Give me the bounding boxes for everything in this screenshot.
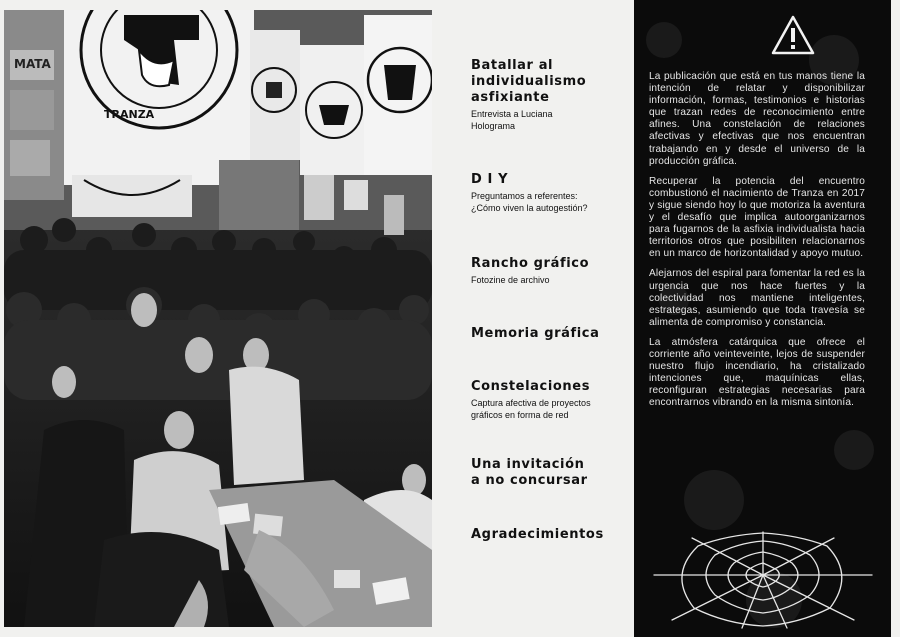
poster-text: MATA <box>14 57 51 71</box>
toc-entry-individualismo[interactable] <box>471 58 631 132</box>
crowd-illustration <box>4 10 432 627</box>
toc-entry-title: Agradecimientos <box>471 527 604 542</box>
toc-entry-constelaciones[interactable] <box>471 379 631 421</box>
toc-entry-subtitle: Entrevista a Luciana Holograma <box>471 109 553 131</box>
banner-text: TRANZA <box>104 108 155 121</box>
toc-entry-subtitle: Fotozine de archivo <box>471 275 550 285</box>
toc-entry-title: Batallar al individualismo asfixiante <box>471 58 587 105</box>
intro-paragraph: La publicación que está en tus manos tiene la intención de relatar y disponibilizar información, formas, testimonios e historias que trazan redes de reconocimiento entre afines. Una constelación de relaciones afectivas y efectivas que nos encuentran trabajando en y desde el universo de la producción gráfica. <box>649 71 865 167</box>
toc-entry-invitacion[interactable] <box>471 457 631 489</box>
toc-entry-title: Rancho gráfico <box>471 256 590 271</box>
toc-entry-rancho-grafico[interactable] <box>471 256 631 286</box>
toc-entry-subtitle: Captura afectiva de proyectos gráficos en forma de red <box>471 398 591 420</box>
toc-entry-memoria-grafica[interactable] <box>471 326 631 342</box>
toc-entry-subtitle: Preguntamos a referentes: ¿Cómo viven la autogestión? <box>471 191 588 213</box>
spiderweb-icon <box>652 530 874 630</box>
toc-entry-title: Una invitación a no concursar <box>471 457 588 488</box>
toc-entry-title: Constelaciones <box>471 379 591 394</box>
warning-icon <box>770 14 816 56</box>
intro-text <box>649 71 865 417</box>
event-photo <box>4 10 432 627</box>
toc-entry-agradecimientos[interactable] <box>471 527 631 543</box>
intro-paragraph: Recuperar la potencia del encuentro combustionó el nacimiento de Tranza en 2017 y sigue siendo hoy lo que motoriza la aventura y el desafío que implica autoorganizarnos para fugarnos de la asfixia individualista hacia territorios otros que posibiliten relacionarnos en un marco de horizontalidad y apoyo mutuo. <box>649 175 865 260</box>
toc-entry-title: Memoria gráfica <box>471 326 600 341</box>
intro-paragraph: La atmósfera catárquica que ofrece el corriente año veinteveinte, lejos de suspender nuestro flujo incendiario, ha cristalizado intenciones que, maquínicas ellas, reconfiguran estrategias necesarias para encontrarnos vibrando en la misma sintonía. <box>649 336 865 409</box>
toc-entry-title: D I Y <box>471 172 509 187</box>
toc-entry-diy[interactable] <box>471 172 631 214</box>
intro-paragraph: Alejarnos del espiral para fomentar la red es la urgencia que nos hace fuertes y la colectividad nos mantiene inteligentes, estrategas, asumiendo que toda travesía se alimenta de compromiso y constancia. <box>649 268 865 328</box>
intro-panel <box>634 0 891 637</box>
